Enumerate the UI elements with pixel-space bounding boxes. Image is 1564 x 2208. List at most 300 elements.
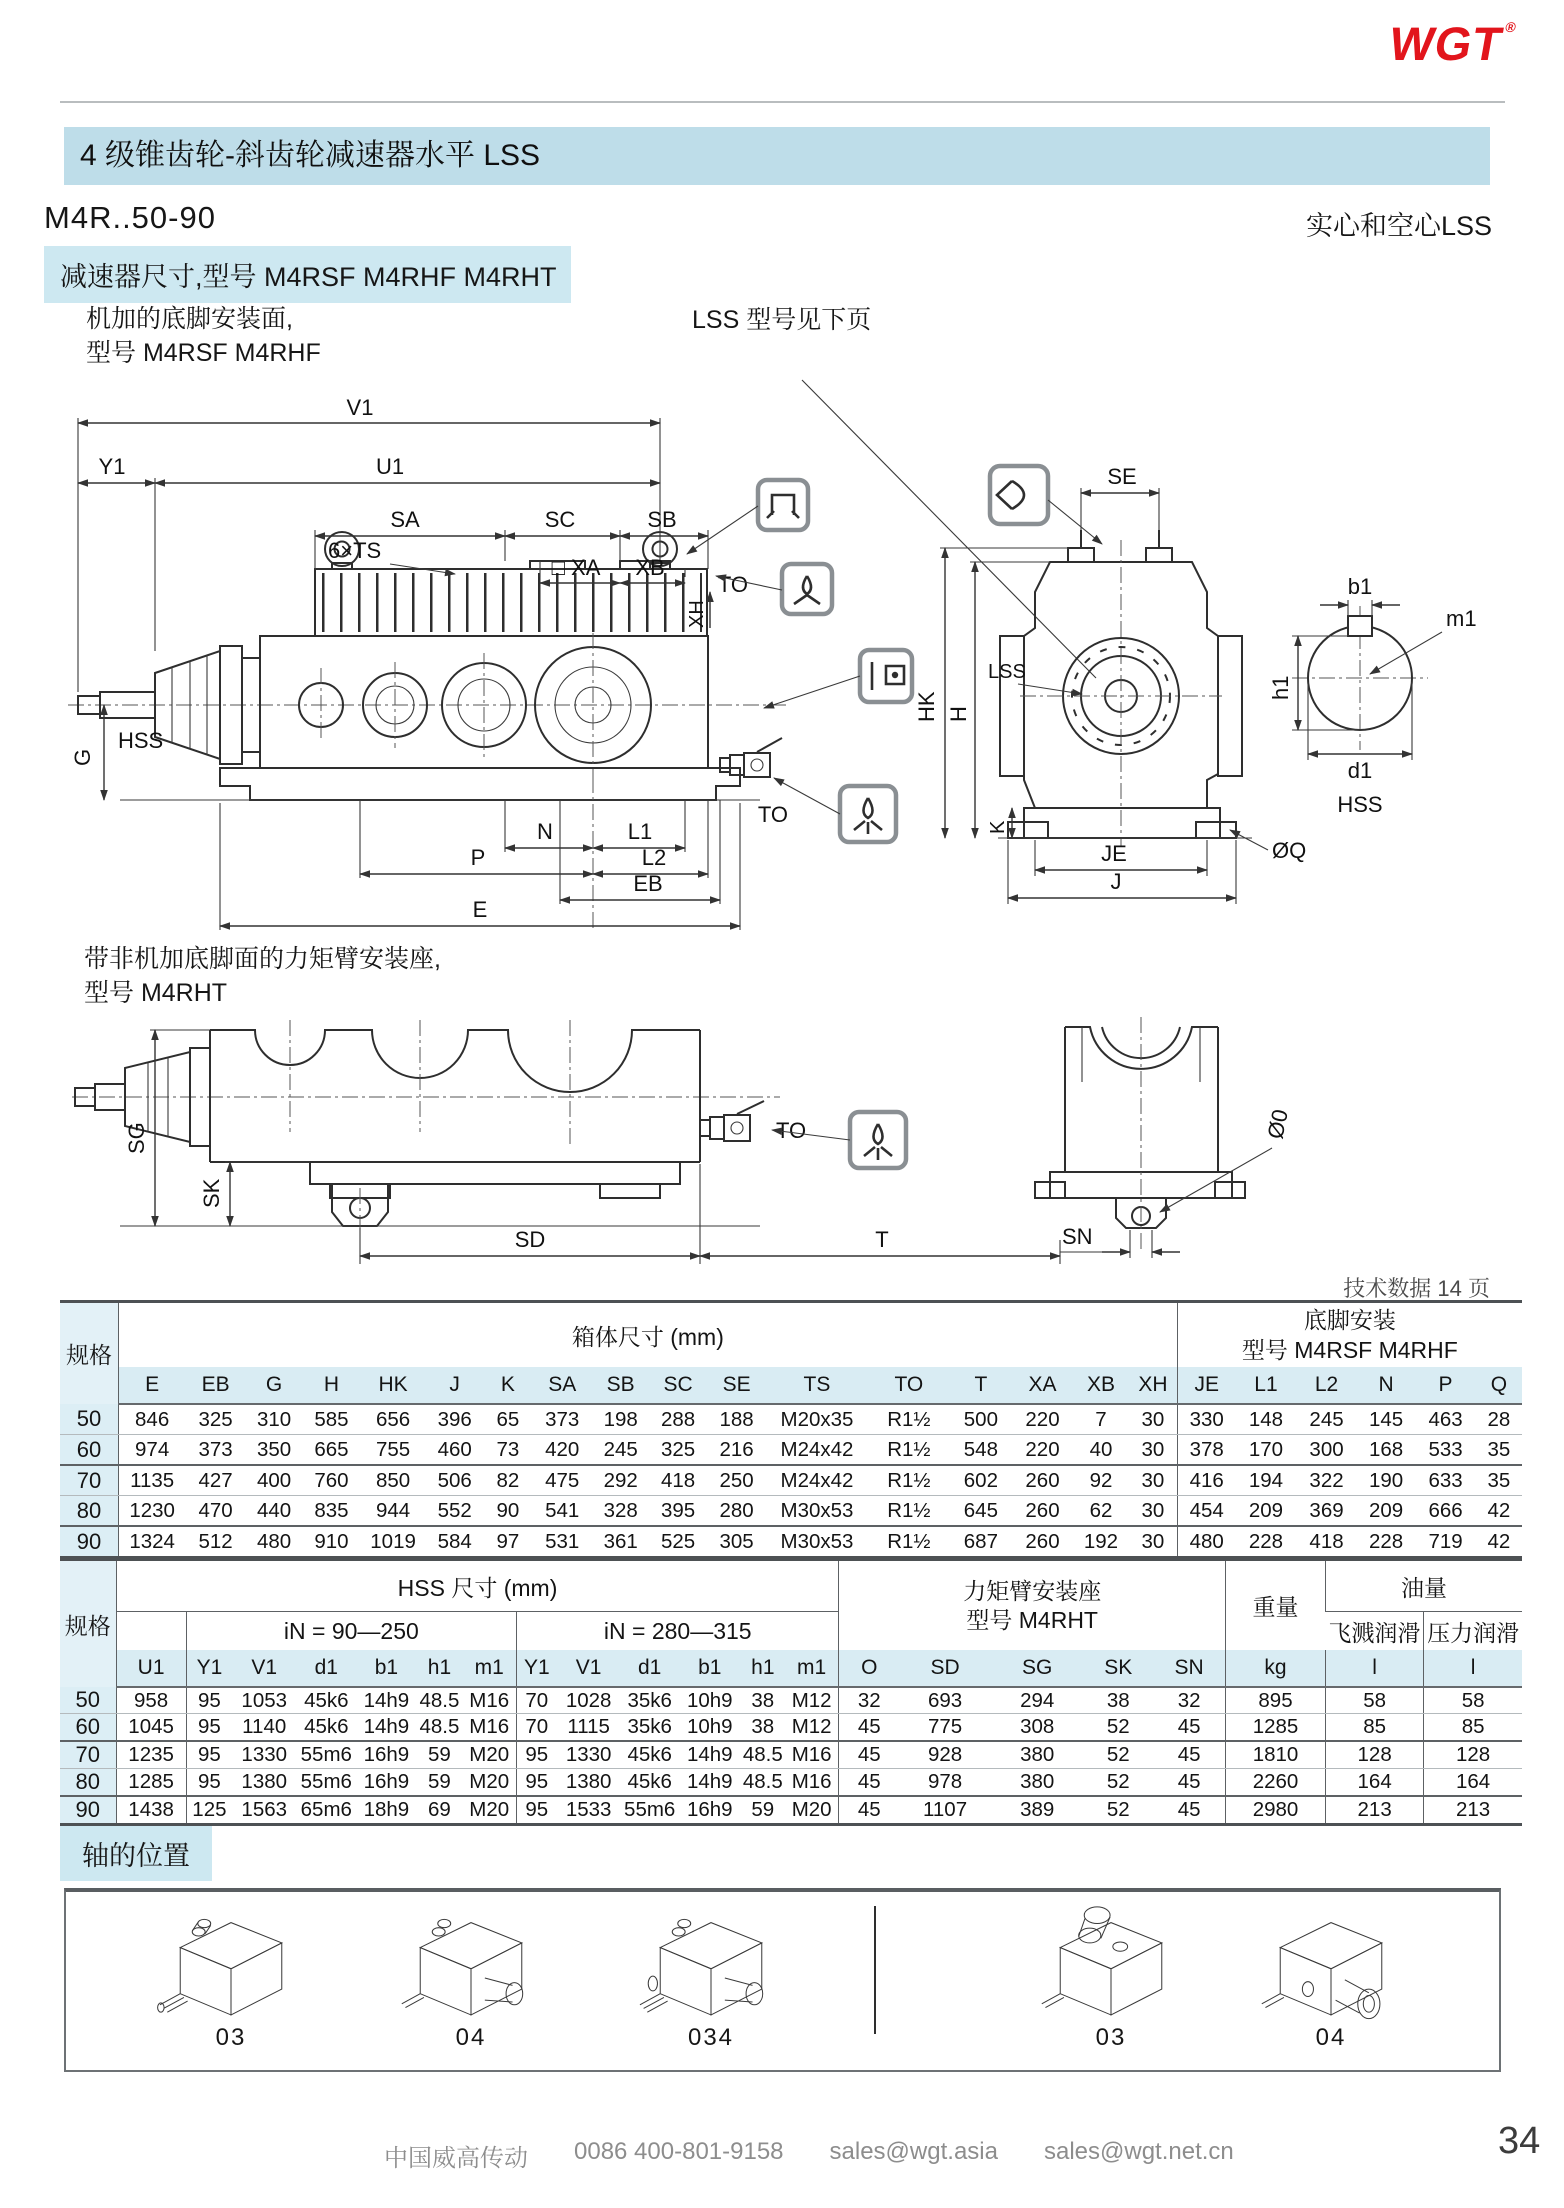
label-hss: HSS	[118, 728, 164, 753]
cell: 194	[1236, 1465, 1297, 1496]
column-header: V1	[232, 1650, 296, 1687]
table2-oil1: 飞溅润滑	[1328, 1619, 1421, 1646]
table-row	[60, 1714, 1522, 1742]
column-header: Y1	[186, 1650, 232, 1687]
table-row	[60, 1769, 1522, 1797]
cell: 38	[1083, 1687, 1153, 1714]
column-header: P	[1415, 1367, 1476, 1404]
cell: 755	[361, 1435, 426, 1466]
dim-u1: U1	[375, 454, 405, 479]
cell: 656	[361, 1404, 426, 1435]
dim-sg: SG	[124, 1122, 149, 1154]
cell: 325	[185, 1404, 246, 1435]
cell: 531	[545, 1529, 580, 1553]
footer-email-net: sales@wgt.net.cn	[1043, 2138, 1234, 2165]
hss-dimensions-table	[60, 1558, 1522, 1826]
cell: 1107	[923, 1798, 968, 1821]
cell: M20	[462, 1796, 516, 1825]
cell: 325	[649, 1435, 707, 1466]
cell: 30	[1129, 1404, 1177, 1435]
dim-sd: SD	[514, 1227, 546, 1252]
cell: 416	[1177, 1465, 1235, 1496]
column-header: Q	[1476, 1367, 1522, 1404]
cell: 760	[302, 1465, 360, 1496]
cell: 48.5	[741, 1769, 785, 1797]
drawing1-note	[86, 302, 321, 370]
cell: M12	[785, 1687, 839, 1714]
cell: 32	[839, 1687, 899, 1714]
row-spec: 80	[60, 1769, 116, 1797]
column-header: HK	[361, 1367, 426, 1404]
cell: 305	[719, 1529, 754, 1553]
cell: 1810	[1225, 1741, 1325, 1769]
cell: 846	[118, 1404, 185, 1435]
cell: 1324	[129, 1529, 175, 1553]
table-row	[60, 1796, 1522, 1825]
position-label: 03	[1095, 2024, 1127, 2051]
cell: 52	[1083, 1741, 1153, 1769]
cell: R1½	[887, 1529, 931, 1553]
cell: 373	[185, 1435, 246, 1466]
cell: 59	[416, 1769, 462, 1797]
dim-sa: SA	[390, 507, 420, 532]
cell: 45k6	[296, 1687, 356, 1714]
brand-logo-text: WGT	[1385, 17, 1508, 70]
row-spec: 90	[60, 1796, 116, 1825]
cell: 310	[246, 1404, 302, 1435]
column-header: h1	[741, 1650, 785, 1687]
dim-l1: L1	[627, 819, 653, 844]
dim-g: G	[70, 748, 95, 766]
cell: 552	[425, 1496, 483, 1527]
column-header: b1	[679, 1650, 741, 1687]
table2-body	[60, 1687, 1522, 1825]
cell: 506	[425, 1465, 483, 1496]
dim-sk: SK	[199, 1178, 224, 1208]
shaft-position-title: 轴的位置	[60, 1826, 212, 1881]
dim-ts: 6×TS	[328, 538, 382, 563]
label-hss2: HSS	[1337, 792, 1383, 817]
dim-o: Ø0	[1262, 1107, 1293, 1142]
column-header: Y1	[517, 1650, 557, 1687]
cell: 330	[1177, 1404, 1235, 1435]
brand-logo	[1385, 16, 1519, 71]
row-spec: 60	[60, 1435, 118, 1466]
cell: 584	[437, 1529, 472, 1553]
column-header: O	[839, 1650, 899, 1687]
cell: 1019	[370, 1529, 416, 1553]
dim-k: K	[987, 820, 1009, 834]
section-title: 4 级锥齿轮-斜齿轮减速器水平 LSS	[80, 139, 541, 172]
cell: 835	[302, 1496, 360, 1527]
table2-u1-spacer	[116, 1612, 186, 1651]
column-header: TO	[868, 1367, 949, 1404]
cell: 48.5	[741, 1741, 785, 1769]
dim-xb: XB	[635, 555, 665, 580]
table-row	[60, 1465, 1522, 1496]
cell: R1½	[868, 1496, 949, 1527]
header-rule	[60, 101, 1505, 103]
column-header: XB	[1073, 1367, 1129, 1404]
cell: 1330	[232, 1741, 296, 1769]
cell: 2260	[1225, 1769, 1325, 1797]
label-to-b: TO	[757, 802, 788, 827]
cell: 958	[116, 1687, 186, 1714]
cell: 58	[1424, 1687, 1522, 1714]
cell: 85	[1326, 1714, 1424, 1742]
cell: 45	[1153, 1714, 1225, 1742]
cell: 69	[428, 1798, 451, 1821]
row-spec: 80	[60, 1496, 118, 1527]
table1-spec-header: 规格	[60, 1302, 118, 1405]
cell: 548	[950, 1435, 1013, 1466]
cell: 1045	[116, 1714, 186, 1742]
position-label: 034	[687, 2024, 735, 2051]
cell: 59	[751, 1798, 775, 1821]
cell: 418	[649, 1465, 707, 1496]
footer-phone: 0086 400-801-9158	[574, 2138, 784, 2165]
column-header: T	[950, 1367, 1013, 1404]
cell: 164	[1326, 1769, 1424, 1797]
column-header: K	[484, 1367, 532, 1404]
column-header: m1	[462, 1650, 516, 1687]
cell: 1285	[1225, 1714, 1325, 1742]
cell: 55m6	[624, 1798, 676, 1821]
label-to-a: TO	[717, 572, 748, 597]
cell: 52	[1106, 1798, 1130, 1821]
cell: 14h9	[679, 1741, 741, 1769]
top-dimensions	[78, 395, 710, 692]
cell: 95	[186, 1714, 232, 1742]
cell: 418	[1309, 1529, 1344, 1553]
cell: 85	[1424, 1714, 1522, 1742]
cell: 944	[361, 1496, 426, 1527]
cell: 82	[484, 1465, 532, 1496]
page-number: 34	[1498, 2120, 1541, 2162]
cell: M16	[462, 1687, 516, 1714]
cell: 380	[991, 1769, 1083, 1797]
cell: 1235	[116, 1741, 186, 1769]
cell: 850	[361, 1465, 426, 1496]
cell: 45k6	[621, 1741, 679, 1769]
cell: 974	[118, 1435, 185, 1466]
column-header: SN	[1153, 1650, 1225, 1687]
cell: 395	[649, 1496, 707, 1527]
cell: M30x53	[766, 1496, 868, 1527]
cell: 400	[246, 1465, 302, 1496]
section-title-bar	[64, 127, 1490, 185]
row-spec: 70	[60, 1741, 116, 1769]
cell: 665	[302, 1435, 360, 1466]
column-header: EB	[185, 1367, 246, 1404]
cell: 95	[517, 1769, 557, 1797]
cell: 260	[1025, 1529, 1060, 1553]
cell: 719	[1428, 1529, 1463, 1553]
cell: 45	[1153, 1741, 1225, 1769]
column-header: TS	[766, 1367, 868, 1404]
column-header: L1	[1236, 1367, 1297, 1404]
cell: 1285	[116, 1769, 186, 1797]
cell: 260	[1012, 1496, 1073, 1527]
gearbox-dimension-drawing	[60, 378, 1520, 940]
column-header: d1	[621, 1650, 679, 1687]
dim-sc: SC	[544, 507, 576, 532]
cell: 42	[1476, 1496, 1522, 1527]
cell: 228	[1368, 1529, 1404, 1553]
breather-icon	[758, 480, 808, 530]
cell: 52	[1083, 1769, 1153, 1797]
registered-mark: ®	[1504, 19, 1519, 35]
cell: 70	[517, 1687, 557, 1714]
cell: 1230	[118, 1496, 185, 1527]
dim-d1: d1	[1347, 758, 1373, 783]
cell: 170	[1236, 1435, 1297, 1466]
cell: 209	[1236, 1496, 1297, 1527]
cell: 693	[899, 1687, 991, 1714]
cell: 198	[593, 1404, 649, 1435]
drawing2-note	[84, 942, 441, 1010]
cell: 97	[496, 1529, 520, 1553]
cell: 978	[899, 1769, 991, 1797]
cell: 602	[950, 1465, 1013, 1496]
dim-h1: h1	[1268, 675, 1293, 700]
cell: 910	[314, 1529, 349, 1553]
cell: 350	[246, 1435, 302, 1466]
cell: 396	[425, 1404, 483, 1435]
drawing1-note-line1: 机加的底脚安装面,	[86, 305, 293, 333]
table-row	[60, 1404, 1522, 1435]
dim-eb: EB	[633, 871, 663, 896]
column-header: G	[246, 1367, 302, 1404]
oil-fill-icon	[782, 564, 832, 614]
cell: 65	[484, 1404, 532, 1435]
cell: M24x42	[766, 1435, 868, 1466]
table2-oil2: 压力润滑	[1424, 1612, 1522, 1651]
cell: 35k6	[621, 1714, 679, 1742]
cell: 10h9	[679, 1687, 741, 1714]
table2-range2: iN = 280—315	[517, 1612, 839, 1651]
table2-spec-header: 规格	[60, 1560, 116, 1688]
cell: 420	[532, 1435, 593, 1466]
dim-sb: SB	[647, 507, 677, 532]
row-spec: 50	[60, 1404, 118, 1435]
column-header: kg	[1225, 1650, 1325, 1687]
cell: 463	[1415, 1404, 1476, 1435]
dimensions-subtitle: 减速器尺寸,型号 M4RSF M4RHF M4RHT	[44, 246, 571, 303]
table2-column-row	[60, 1650, 1522, 1687]
column-header: N	[1357, 1367, 1415, 1404]
cell: 35k6	[621, 1687, 679, 1714]
cell: 1380	[557, 1769, 621, 1797]
table-row	[60, 1687, 1522, 1714]
cell: 228	[1248, 1529, 1284, 1553]
cell: 1380	[232, 1769, 296, 1797]
cell: 322	[1296, 1465, 1357, 1496]
cell: 128	[1326, 1741, 1424, 1769]
torque-arm-dimension-drawing	[60, 1012, 1460, 1270]
table-row	[60, 1741, 1522, 1769]
table2-arm-line1: 力矩臂安装座	[963, 1577, 1102, 1604]
column-header: l	[1326, 1650, 1424, 1687]
shaft-type-note: 实心和空心LSS	[1305, 211, 1492, 241]
cell: 427	[185, 1465, 246, 1496]
cell: 533	[1415, 1435, 1476, 1466]
column-header: U1	[116, 1650, 186, 1687]
cell: 95	[517, 1741, 557, 1769]
cell: 209	[1357, 1496, 1415, 1527]
column-header: d1	[296, 1650, 356, 1687]
torque-arm-bracket	[332, 1184, 388, 1232]
cell: 666	[1415, 1496, 1476, 1527]
column-header: m1	[785, 1650, 839, 1687]
cell: R1½	[868, 1404, 949, 1435]
cell: 55m6	[296, 1741, 356, 1769]
cell: 65m6	[300, 1798, 352, 1821]
cell: M20	[462, 1769, 516, 1797]
table1-group-housing: 箱体尺寸 (mm)	[571, 1323, 724, 1350]
cell: 294	[991, 1687, 1083, 1714]
cell: 260	[1012, 1465, 1073, 1496]
dim-se: SE	[1107, 464, 1137, 489]
cell: 470	[185, 1496, 246, 1527]
column-header: SC	[649, 1367, 707, 1404]
cell: 30	[1129, 1526, 1177, 1558]
cell: 216	[707, 1435, 765, 1466]
cell: 32	[1153, 1687, 1225, 1714]
cell: M24x42	[766, 1465, 868, 1496]
cell: 14h9	[356, 1714, 416, 1742]
cell: 58	[1326, 1687, 1424, 1714]
dim-p: P	[470, 845, 486, 870]
cell: 45	[1153, 1769, 1225, 1797]
cell: 30	[1129, 1465, 1177, 1496]
shaft-position-04-hollow	[1246, 1906, 1416, 2026]
column-header: b1	[356, 1650, 416, 1687]
table1-column-row	[60, 1367, 1522, 1404]
cell: 369	[1296, 1496, 1357, 1527]
cell: 1533	[565, 1798, 612, 1821]
cell: 460	[425, 1435, 483, 1466]
dim-b1: b1	[1347, 574, 1373, 599]
cell: M16	[785, 1769, 839, 1797]
cell: 90	[484, 1496, 532, 1527]
cell: 38	[741, 1714, 785, 1742]
cell: 52	[1083, 1714, 1153, 1742]
housing-dimensions-table	[60, 1300, 1522, 1559]
model-range: M4R..50-90	[44, 200, 216, 235]
cell: 1438	[116, 1796, 186, 1825]
row-spec: 90	[60, 1526, 118, 1558]
cell: 1135	[118, 1465, 185, 1496]
cell: 16h9	[356, 1769, 416, 1797]
dim-hk: HK	[914, 691, 939, 722]
cell: 328	[593, 1496, 649, 1527]
cell: 440	[246, 1496, 302, 1527]
cell: 1330	[557, 1741, 621, 1769]
column-header: SB	[593, 1367, 649, 1404]
cell: 145	[1357, 1404, 1415, 1435]
drawing2-dimensions	[120, 1030, 1060, 1264]
position-label: 04	[1315, 2024, 1347, 2051]
cell: 213	[1326, 1796, 1424, 1825]
cell: 1028	[557, 1687, 621, 1714]
position-label: 04	[455, 2024, 487, 2051]
cell: 55m6	[296, 1769, 356, 1797]
drain-valve	[720, 738, 782, 777]
dim-je: JE	[1101, 841, 1127, 866]
cell: 245	[593, 1435, 649, 1466]
shaft-position-03-hollow	[1026, 1906, 1196, 2026]
cell: 525	[661, 1529, 696, 1553]
cell: 18h9	[363, 1798, 410, 1821]
cell: 500	[950, 1404, 1013, 1435]
column-header: E	[118, 1367, 185, 1404]
label-lss: LSS	[988, 661, 1026, 683]
position-label: 03	[215, 2024, 247, 2051]
drawing1-note-line2: 型号 M4RSF M4RHF	[86, 339, 321, 367]
table1-foot-line1: 底脚安装	[1303, 1307, 1396, 1333]
cell: 148	[1236, 1404, 1297, 1435]
cell: 70	[517, 1714, 557, 1742]
cell: 10h9	[679, 1714, 741, 1742]
cell: M12	[785, 1714, 839, 1742]
lss-note: LSS 型号见下页	[692, 306, 872, 334]
footer-company: 中国威高传动	[384, 2145, 528, 2172]
cell: 95	[186, 1687, 232, 1714]
cell: 45	[839, 1714, 899, 1742]
service-symbols	[687, 480, 912, 842]
cell: 250	[707, 1465, 765, 1496]
column-header: V1	[557, 1650, 621, 1687]
hss-shaft-end-detail	[1268, 574, 1477, 817]
cell: M30x53	[780, 1529, 854, 1553]
cell: 687	[963, 1529, 998, 1553]
cell: 164	[1424, 1769, 1522, 1797]
cell: M20x35	[766, 1404, 868, 1435]
cell: 168	[1357, 1435, 1415, 1466]
cell: 48.5	[416, 1687, 462, 1714]
table2-range1: iN = 90—250	[186, 1612, 516, 1651]
column-header: XH	[1129, 1367, 1177, 1404]
table-row	[60, 1435, 1522, 1466]
cell: 7	[1073, 1404, 1129, 1435]
cell: 373	[532, 1404, 593, 1435]
cell: 95	[186, 1769, 232, 1797]
position-divider	[874, 1906, 876, 2034]
cell: 220	[1012, 1435, 1073, 1466]
drawing2-note-line1: 带非机加底脚面的力矩臂安装座,	[84, 945, 441, 973]
cell: 895	[1225, 1687, 1325, 1714]
cell: 62	[1073, 1496, 1129, 1527]
cell: 454	[1177, 1496, 1235, 1527]
dim-xh: XH	[686, 600, 708, 628]
footer-email-asia: sales@wgt.asia	[829, 2138, 998, 2165]
row-spec: 70	[60, 1465, 118, 1496]
cell: 45	[839, 1769, 899, 1797]
dim-n: N	[537, 819, 553, 844]
cell: M16	[785, 1741, 839, 1769]
cell: 190	[1357, 1465, 1415, 1496]
cell: 280	[707, 1496, 765, 1527]
shaft-position-03	[146, 1906, 316, 2026]
column-header: J	[425, 1367, 483, 1404]
cell: 95	[525, 1798, 549, 1821]
column-header: JE	[1177, 1367, 1235, 1404]
cell: 300	[1296, 1435, 1357, 1466]
cell: 16h9	[686, 1798, 733, 1821]
cell: R1½	[868, 1465, 949, 1496]
cell: 480	[256, 1529, 292, 1553]
